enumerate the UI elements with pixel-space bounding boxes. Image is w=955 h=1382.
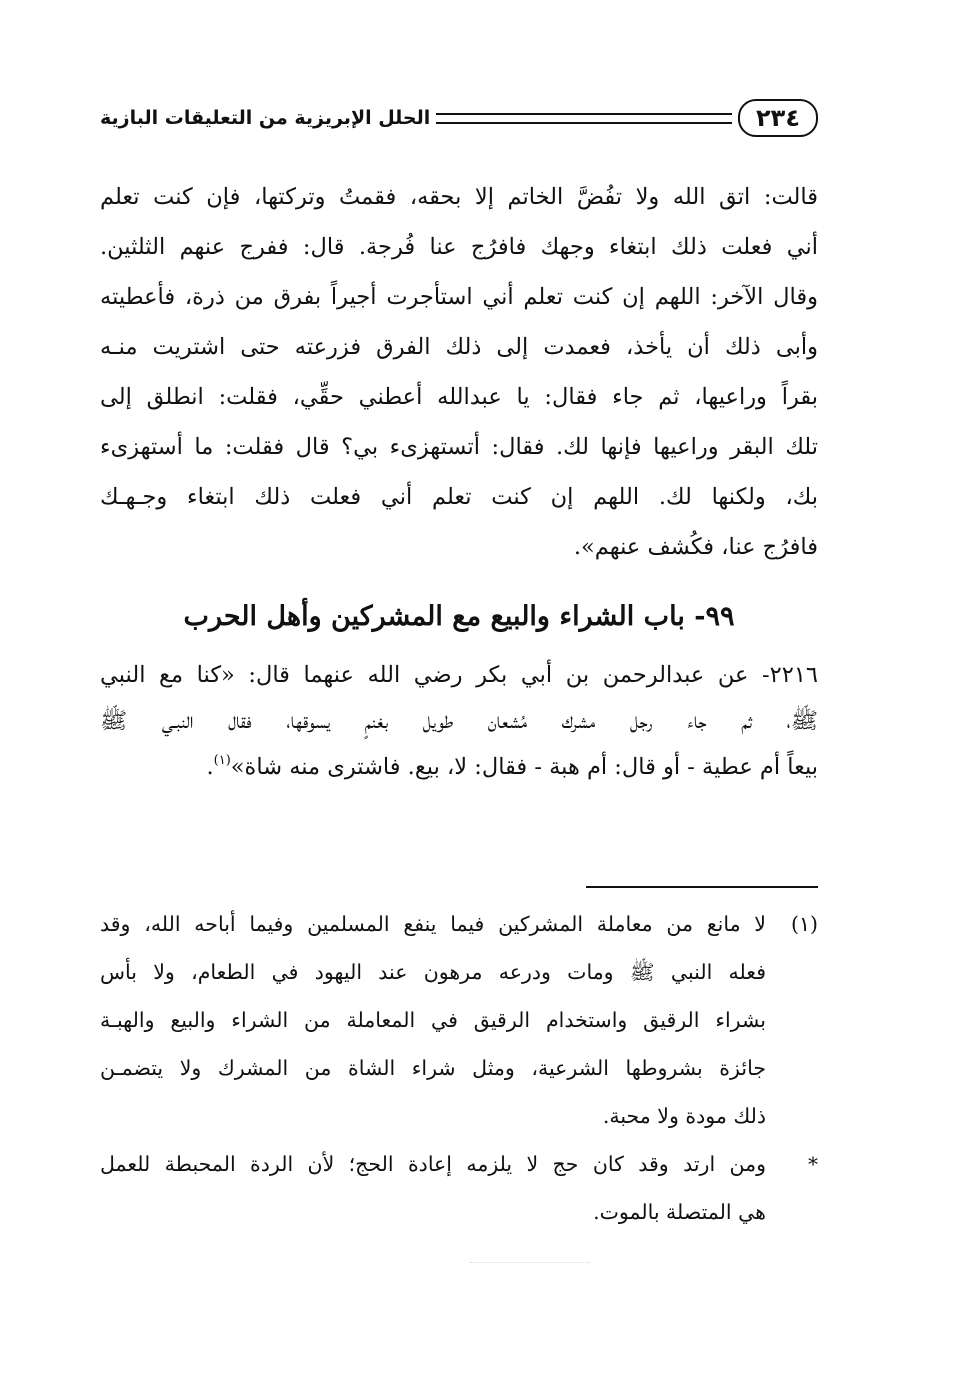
footnote-line: بشراء الرقيق واستخدام الرقيق في المعاملة من الشراء والبيع والهبـة (100, 1008, 766, 1032)
footnote-separator (586, 886, 818, 888)
body-line: أني فعلت ذلك ابتغاء وجهك فافرُج عنا فُرجة. قال: ففرج عنهم الثلثين. (100, 234, 818, 260)
body-line: بقراً وراعيها، ثم جاء فقال: يا عبدالله أعطني حقِّي، فقلت: انطلق إلى (100, 384, 818, 410)
body-line: بك، ولكنها لك. اللهم إن كنت تعلم أني فعلت ذلك ابتغاء وجـهـك (100, 484, 818, 510)
hadith-line-last (100, 744, 818, 790)
footnote-line: ذلك مودة ولا محبة. (602, 1104, 766, 1128)
body-line: وأبى ذلك أن يأخذ، فعمدت إلى ذلك الفرق فزرعته حتى اشتريت منـه (100, 334, 818, 360)
header-double-rule (436, 113, 732, 124)
footnote-line: ومن ارتد وقد كان حج لا يلزمه إعادة الحج؛ لأن الردة المحبطة للعمل (100, 1152, 766, 1176)
body-line: قالت: اتق الله ولا تفُضَّ الخاتم إلا بحقه، فقمتُ وتركتها، فإن كنت تعلم (100, 184, 818, 210)
footnote-reference[interactable]: (١) (213, 753, 231, 768)
body-line: فافرُج عنا، فكُشف عنهم». (573, 534, 818, 560)
hadith-final-punct: . (206, 754, 214, 780)
footnote-star (100, 1140, 818, 1236)
scan-artifact (470, 1262, 590, 1264)
body-line: وقال الآخر: اللهم إن كنت تعلم أني استأجرت أجيراً بفرق من ذرة، فأعطيته (100, 284, 818, 310)
running-header (100, 96, 818, 140)
asterisk-marker: * (808, 1152, 818, 1176)
footnote-line: لا مانع من معاملة المشركين فيما ينفع المسلمين وفيما أباحه الله، وقد (100, 912, 766, 936)
footnote-line: فعله النبي ﷺ ومات ودرعه مرهون عند اليهود في الطعام، ولا بأس (100, 960, 766, 984)
hadith-line-text: بيعاً أم عطية - أو قال: أم هبة - فقال: لا، بيع. فاشترى منه شاة» (230, 754, 818, 780)
body-line: تلك البقر وراعيها فإنها لك. فقال: أتستهزىء بي؟ قال فقلت: ما أستهزىء (100, 434, 818, 460)
chapter-heading: ٩٩- باب الشراء والبيع مع المشركين وأهل الحرب (183, 601, 735, 632)
hadith-line: ﷺ، ثم جاء رجل مشرك مُشعان طويل بغنمٍ يسوقها، فقال النبـي ﷺ (100, 708, 818, 734)
footnote-marker: (١) (790, 912, 818, 936)
footnote-line: هي المتصلة بالموت. (593, 1200, 766, 1224)
footnote-1 (100, 900, 818, 1140)
running-title: الحلل الإبريزية من التعليقات البازية (100, 107, 431, 129)
page-number: ٢٣٤ (738, 99, 818, 137)
body-text (100, 172, 818, 572)
hadith-line: ٢٢١٦- عن عبدالرحمن بن أبي بكر رضي الله عنهما قال: «كنا مع النبي (100, 662, 818, 688)
footnotes (100, 900, 818, 1236)
footnote-line: جائزة بشروطها الشرعية، ومثل شراء الشاة من المشرك ولا يتضمـن (100, 1056, 766, 1080)
hadith-text (100, 652, 818, 790)
